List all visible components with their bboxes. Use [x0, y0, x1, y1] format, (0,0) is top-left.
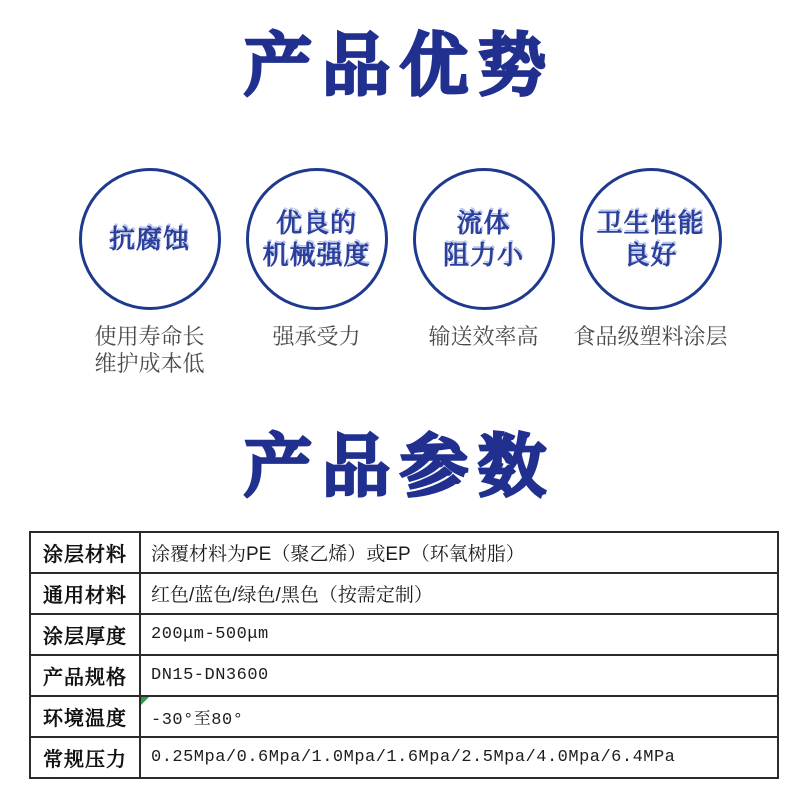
circle-label-line: 阻力小: [442, 240, 524, 270]
advantage-circle: [580, 168, 722, 310]
advantage-caption: [428, 323, 538, 350]
circle-label-line: 流体: [456, 208, 511, 238]
caption-line: 使用寿命长: [94, 324, 205, 349]
advantage-caption: [272, 323, 360, 350]
advantage-circle: [246, 168, 388, 310]
table-row: [30, 737, 778, 778]
advantage-item-low-fluid-resistance: [400, 168, 567, 377]
param-value: DN15-DN3600: [140, 655, 778, 696]
circle-label-line: 机械强度: [262, 240, 371, 270]
circle-label-line: 良好: [623, 240, 678, 270]
advantage-caption: [573, 323, 727, 350]
parameters-title: 产品参数: [243, 429, 556, 505]
advantage-item-mechanical-strength: [233, 168, 400, 377]
table-row: [30, 532, 778, 573]
advantage-circle-label: [443, 207, 524, 271]
table-row: [30, 614, 778, 655]
caption-line: 维护成本低: [94, 351, 205, 376]
cell-corner-marker: [141, 697, 149, 705]
circle-label-line: 卫生性能: [596, 208, 705, 238]
product-infographic-page: [0, 22, 800, 808]
param-value-text: -30°至80°: [151, 710, 244, 730]
circle-label-line: 优良的: [275, 208, 357, 238]
param-label: 环境温度: [30, 696, 140, 737]
param-value: 涂覆材料为PE（聚乙烯）或EP（环氧树脂）: [140, 532, 778, 573]
param-value: 200μm-500μm: [140, 614, 778, 655]
circle-label-line: 抗腐蚀: [108, 224, 190, 254]
caption-line: 输送效率高: [428, 324, 539, 349]
advantage-circle-label: [109, 223, 190, 255]
advantage-caption: [94, 323, 204, 377]
param-label: 通用材料: [30, 573, 140, 614]
param-value: 红色/蓝色/绿色/黑色（按需定制）: [140, 573, 778, 614]
advantage-circle: [413, 168, 555, 310]
advantage-circle-label: [596, 207, 704, 271]
caption-line: 食品级塑料涂层: [573, 324, 728, 349]
param-value: 0.25Mpa/0.6Mpa/1.0Mpa/1.6Mpa/2.5Mpa/4.0Mpa/6.4MPa: [140, 737, 778, 778]
param-value: [140, 696, 778, 737]
advantages-title: 产品优势: [243, 28, 556, 104]
table-row: [30, 696, 778, 737]
table-row: [30, 655, 778, 696]
advantage-item-anticorrosion: [66, 168, 233, 377]
param-label: 产品规格: [30, 655, 140, 696]
advantages-row: [0, 168, 800, 377]
advantage-circle: [79, 168, 221, 310]
param-label: 常规压力: [30, 737, 140, 778]
advantage-item-hygienic: [567, 168, 734, 377]
param-label: 涂层材料: [30, 532, 140, 573]
parameters-table: [29, 531, 779, 779]
table-row: [30, 573, 778, 614]
advantage-circle-label: [262, 207, 370, 271]
param-label: 涂层厚度: [30, 614, 140, 655]
caption-line: 强承受力: [272, 324, 361, 349]
